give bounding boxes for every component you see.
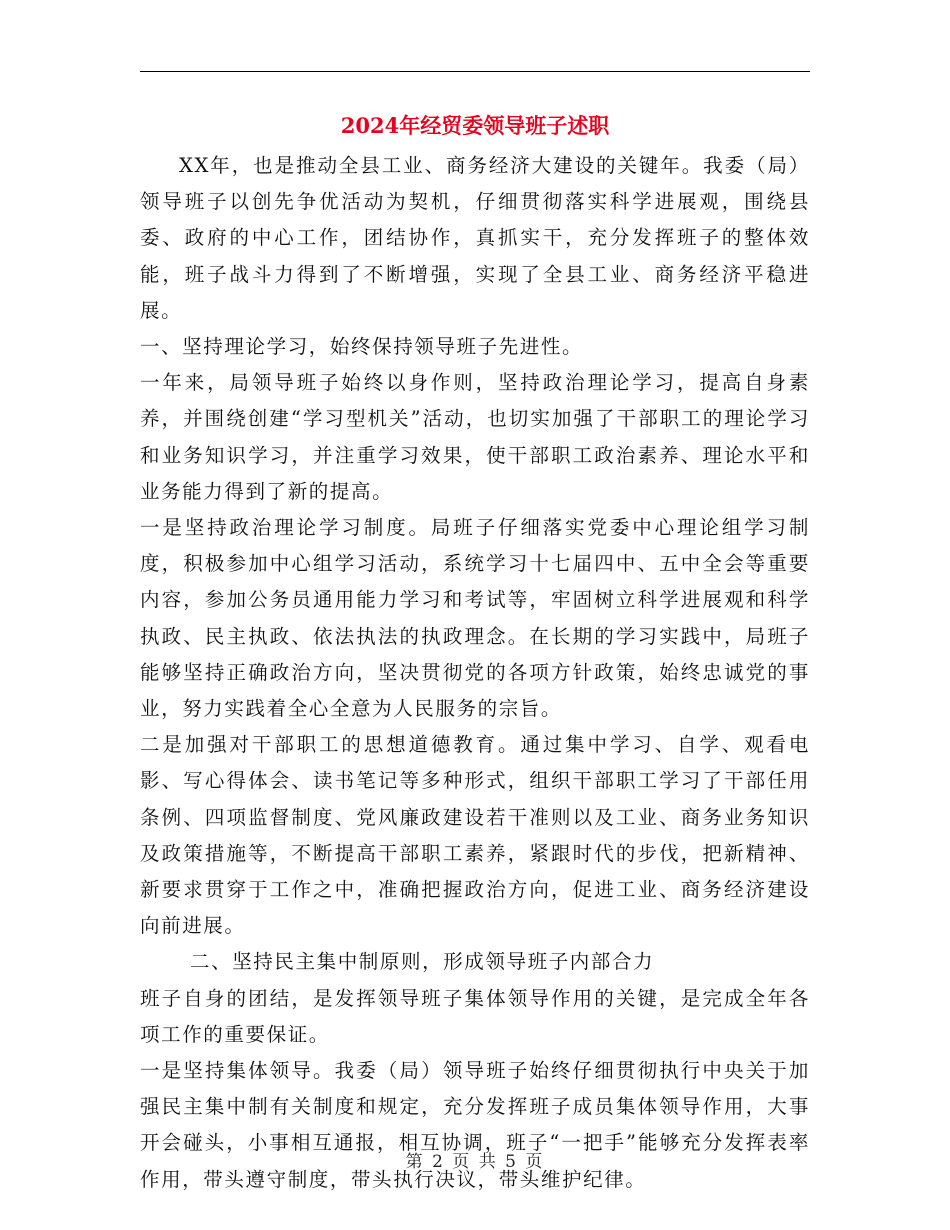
section-heading-2: 二、坚持民主集中制原则，形成领导班子内部合力 bbox=[190, 950, 655, 974]
section-heading-1: 一、坚持理论学习，始终保持领导班子先进性。 bbox=[140, 335, 584, 359]
paragraph-section-1-intro: 一年来，局领导班子始终以身作则，坚持政治理论学习，提高自身素养，并围绕创建“学习型机关”活动，也切实加强了干部职工的理论学习和业务知识学习，并注重学习效果，使干部职工政治素养、理论水平和业务能力得到了新的提高。 bbox=[140, 371, 810, 503]
header-rule bbox=[140, 71, 810, 72]
paragraph-collective-leadership: 一是坚持集体领导。我委（局）领导班子始终仔细贯彻执行中央关于加强民主集中制有关制度和规定，充分发挥班子成员集体领导作用，大事开会碰头，小事相互通报，相互协调，班子“一把手”能够充分发挥表率作用，带头遵守制度，带头执行决议，带头维护纪律。 bbox=[140, 1059, 810, 1191]
paragraph-moral-education: 二是加强对干部职工的思想道德教育。通过集中学习、自学、观看电影、写心得体会、读书笔记等多种形式，组织干部职工学习了干部任用条例、四项监督制度、党风廉政建设若干准则以及工业、商务业务知识及政策措施等，不断提高干部职工素养，紧跟时代的步伐，把新精神、新要求贯穿于工作之中，准确把握政治方向，促进工业、商务经济建设向前进展。 bbox=[140, 733, 810, 938]
paragraph-section-2-intro: 班子自身的团结，是发挥领导班子集体领导作用的关键，是完成全年各项工作的重要保证。 bbox=[140, 986, 810, 1046]
paragraph-political-study: 一是坚持政治理论学习制度。局班子仔细落实党委中心理论组学习制度，积极参加中心组学习活动，系统学习十七届四中、五中全会等重要内容，参加公务员通用能力学习和考试等，牢固树立科学进展观和科学执政、民主执政、依法执法的执政理念。在长期的学习实践中，局班子能够坚持正确政治方向，坚决贯彻党的各项方针政策，始终忠诚党的事业，努力实践着全心全意为人民服务的宗旨。 bbox=[140, 516, 810, 721]
document-title: 2024年经贸委领导班子述职 bbox=[340, 113, 610, 138]
paragraph-intro: XX年，也是推动全县工业、商务经济大建设的关键年。我委（局）领导班子以创先争优活动为契机，仔细贯彻落实科学进展观，围绕县委、政府的中心工作，团结协作，真抓实干，充分发挥班子的整体效能，班子战斗力得到了不断增强，实现了全县工业、商务经济平稳进展。 bbox=[140, 154, 810, 322]
document-body bbox=[140, 148, 810, 1198]
page-number: 第 2 页 共 5 页 bbox=[405, 1152, 545, 1172]
